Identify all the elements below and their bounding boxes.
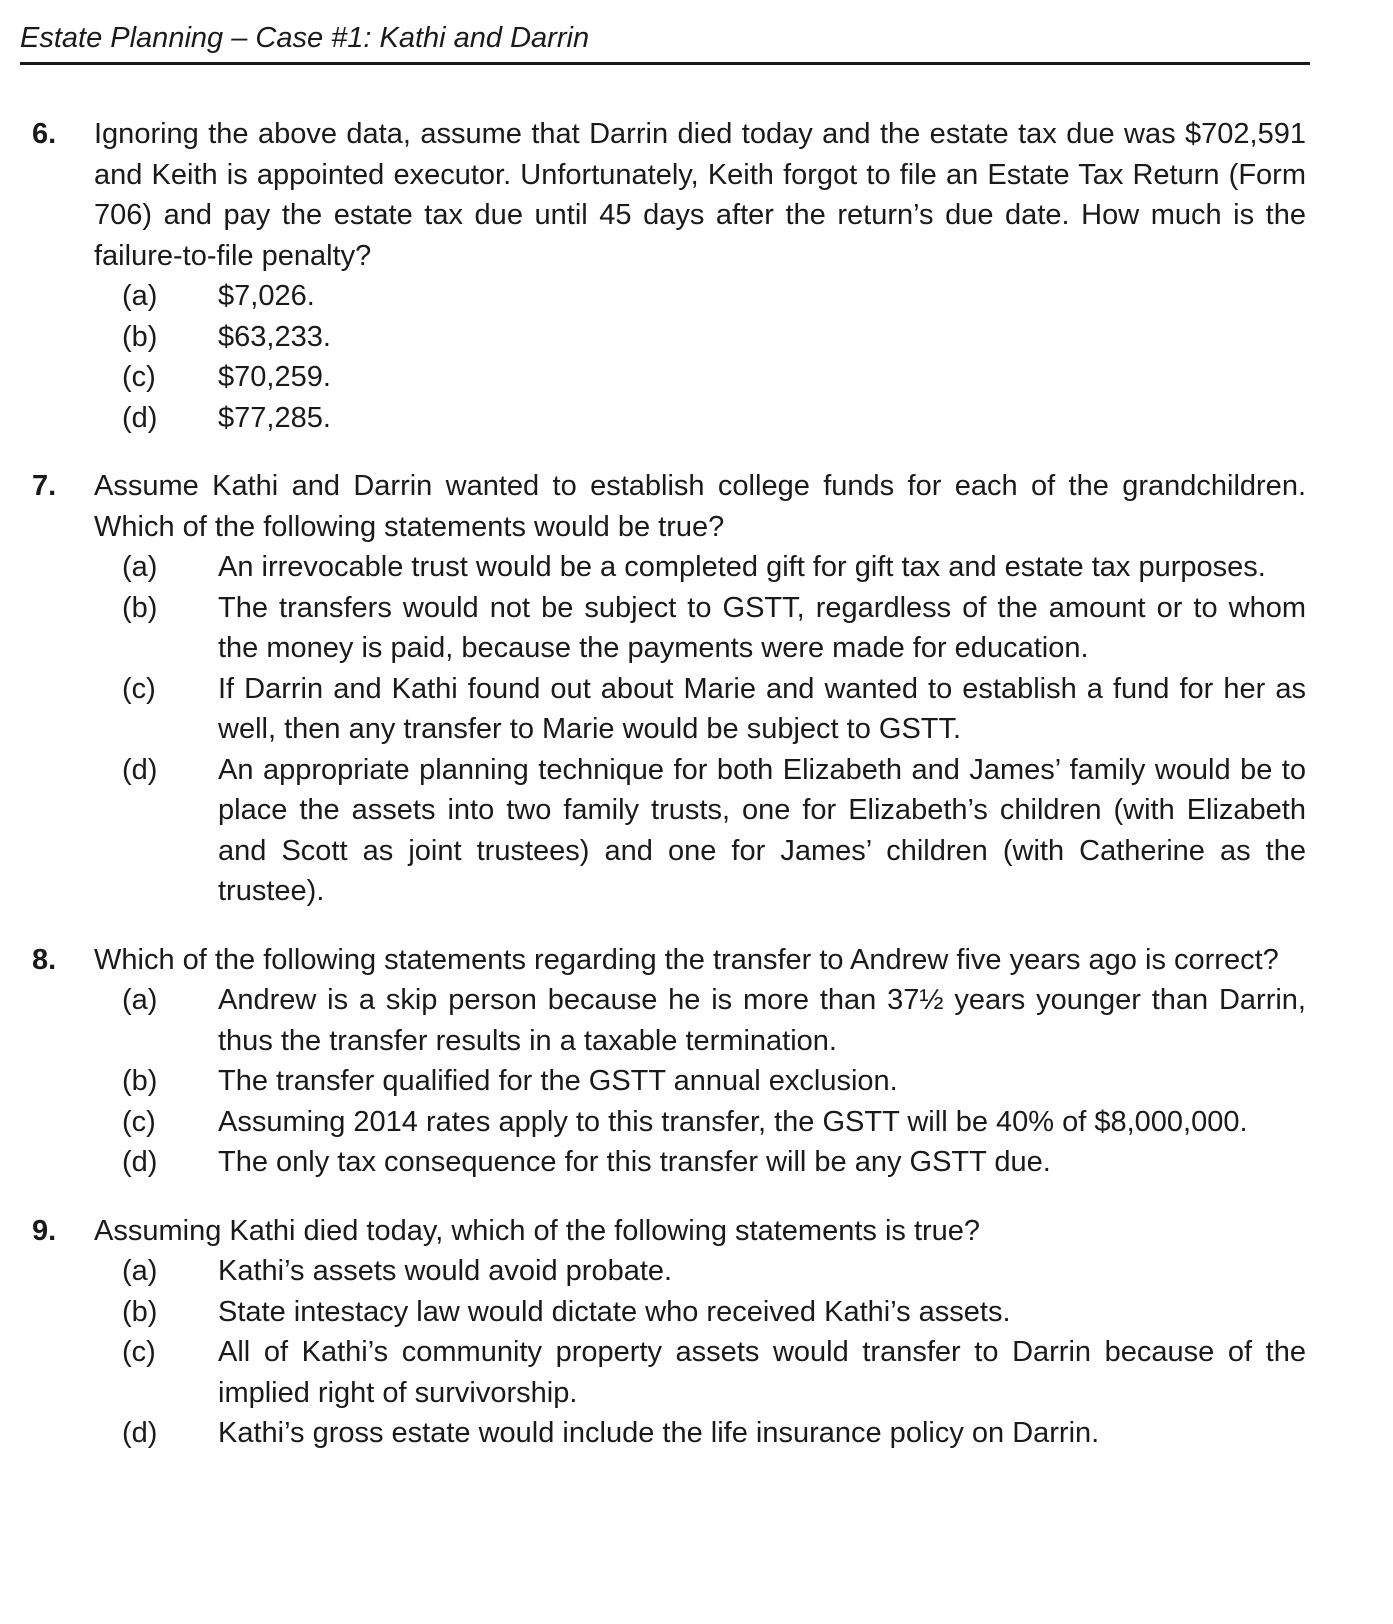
option-text: State intestacy law would dictate who received Kathi’s assets. (218, 1295, 1011, 1328)
question-8 (32, 940, 1306, 1183)
option-letter: (d) (122, 1417, 158, 1449)
option-text: If Darrin and Kathi found out about Marie and wanted to establish a fund for her as well, then any transfer to Marie would be subject to GSTT. (218, 672, 1306, 745)
question-body (94, 1211, 1306, 1454)
page-header: Estate Planning – Case #1: Kathi and Darrin (20, 18, 1310, 65)
answer-option-c (94, 1102, 1306, 1143)
question-text: Ignoring the above data, assume that Darrin died today and the estate tax due was $702,591 and Keith is appointed executor. Unfortunately, Keith forgot to file an Estate Tax Return (Form 706) and pay the estate tax due until 45 days after the return’s due date. How much is the failure-to-file penalty? (94, 118, 1306, 272)
answer-option-c (94, 669, 1306, 750)
option-text: $77,285. (218, 401, 331, 434)
option-text: The only tax consequence for this transfer will be any GSTT due. (218, 1146, 1051, 1178)
question-list (32, 114, 1306, 1482)
answer-option-c (94, 1332, 1306, 1413)
answer-option-b (94, 1292, 1306, 1333)
option-letter: (b) (122, 591, 158, 624)
question-body (94, 114, 1306, 438)
option-letter: (a) (122, 551, 158, 583)
option-letter: (d) (122, 401, 158, 434)
option-text: Kathi’s assets would avoid probate. (218, 1255, 673, 1287)
question-number: 9. (32, 1214, 57, 1247)
option-text: An appropriate planning technique for both Elizabeth and James’ family would be to place the assets into two family trusts, one for Elizabeth’s children (with Elizabeth and Scott as joint trustees) and one for James’ children (with Catherine as the trustee). (218, 753, 1306, 907)
question-9 (32, 1211, 1306, 1454)
answer-option-a (94, 547, 1306, 588)
option-letter: (c) (122, 1105, 156, 1138)
option-letter: (b) (122, 320, 158, 353)
option-letter: (c) (122, 672, 156, 705)
answer-option-a (94, 1251, 1306, 1292)
question-6 (32, 114, 1306, 438)
option-letter: (c) (122, 1336, 156, 1368)
answer-option-b (94, 588, 1306, 669)
answer-options (94, 980, 1306, 1183)
question-7 (32, 466, 1306, 912)
option-letter: (d) (122, 753, 158, 786)
option-text: $63,233. (218, 320, 331, 353)
question-text: Assuming Kathi died today, which of the following statements is true? (94, 1214, 981, 1247)
option-text: $7,026. (218, 280, 315, 312)
option-text: $70,259. (218, 361, 331, 393)
answer-option-d (94, 1413, 1306, 1454)
option-letter: (a) (122, 984, 158, 1016)
question-body (94, 940, 1306, 1183)
option-text: The transfers would not be subject to GSTT, regardless of the amount or to whom the money is paid, because the payments were made for education. (218, 591, 1306, 664)
answer-option-d (94, 1142, 1306, 1183)
question-number: 7. (32, 470, 57, 502)
option-text: An irrevocable trust would be a completed gift for gift tax and estate tax purposes. (218, 551, 1266, 583)
question-number: 8. (32, 943, 57, 976)
option-text: The transfer qualified for the GSTT annual exclusion. (218, 1065, 898, 1097)
answer-options (94, 1251, 1306, 1454)
answer-option-b (94, 1061, 1306, 1102)
option-text: Kathi’s gross estate would include the life insurance policy on Darrin. (218, 1417, 1100, 1449)
question-number: 6. (32, 118, 57, 150)
question-text: Which of the following statements regarding the transfer to Andrew five years ago is correct? (94, 943, 1279, 976)
option-text: Assuming 2014 rates apply to this transfer, the GSTT will be 40% of $8,000,000. (218, 1105, 1248, 1138)
option-text: Andrew is a skip person because he is more than 37½ years younger than Darrin, thus the transfer results in a taxable termination. (218, 984, 1306, 1057)
option-letter: (b) (122, 1065, 158, 1097)
answer-option-d (94, 750, 1306, 912)
answer-option-d (94, 398, 1306, 439)
question-body (94, 466, 1306, 912)
answer-option-c (94, 357, 1306, 398)
option-letter: (b) (122, 1295, 158, 1328)
option-text: All of Kathi’s community property assets would transfer to Darrin because of the implied right of survivorship. (218, 1336, 1306, 1409)
option-letter: (a) (122, 280, 158, 312)
option-letter: (c) (122, 361, 156, 393)
answer-option-b (94, 317, 1306, 358)
answer-options (94, 547, 1306, 912)
option-letter: (a) (122, 1255, 158, 1287)
answer-option-a (94, 276, 1306, 317)
option-letter: (d) (122, 1146, 158, 1178)
answer-options (94, 276, 1306, 438)
question-text: Assume Kathi and Darrin wanted to establish college funds for each of the grandchildren. Which of the following statements would be true? (94, 470, 1306, 543)
answer-option-a (94, 980, 1306, 1061)
